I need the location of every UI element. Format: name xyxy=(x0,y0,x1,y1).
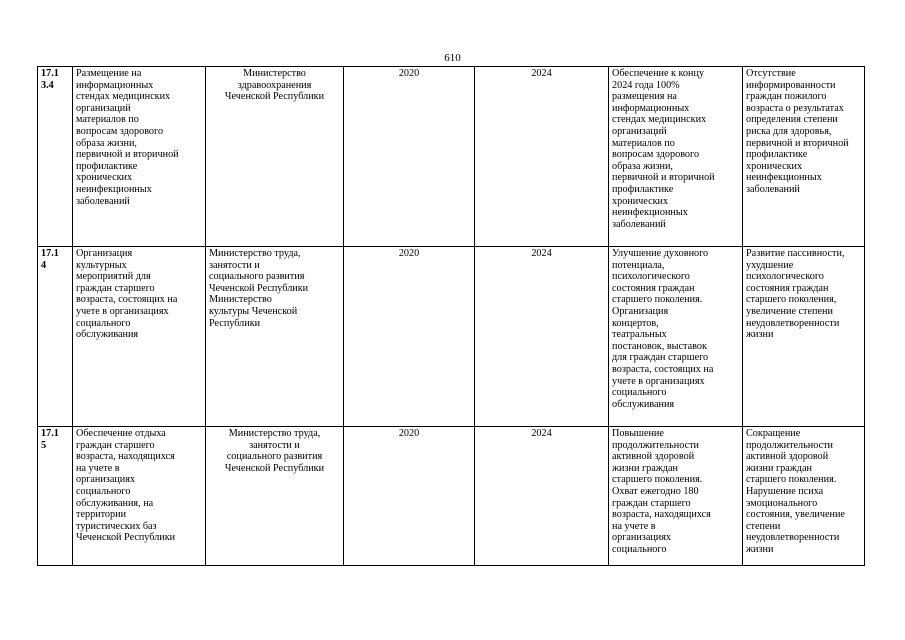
result-cell: Улучшение духовного потенциала, психологического состояния граждан старшего поколения. Организация концертов, театральных постановок, выставок для граждан старшего возраста, состоящих на учете в организациях социального обслуживания xyxy=(609,247,743,427)
consequence-cell: Отсутствие информированности граждан пожилого возраста о результатах определения степени риска для здоровья, первичной и вторичной профилактике хронических неинфекционных заболеваний xyxy=(743,67,865,247)
start-year-cell: 2020 xyxy=(344,427,475,566)
row-number: 17.1 4 xyxy=(38,247,73,427)
row-number: 17.1 3.4 xyxy=(38,67,73,247)
row-number: 17.1 5 xyxy=(38,427,73,566)
table-row xyxy=(38,247,865,427)
measures-table xyxy=(37,66,865,566)
table-row xyxy=(38,427,865,566)
activity-cell: Организация культурных мероприятий для граждан старшего возраста, состоящих на учете в организациях социального обслуживания xyxy=(73,247,206,427)
result-cell: Обеспечение к концу 2024 года 100% размещения на информационных стендах медицинских организаций материалов по вопросам здорового образа жизни, первичной и вторичной профилактике хронических неинфекционных заболеваний xyxy=(609,67,743,247)
executor-cell: Министерство труда, занятости и социального развития Чеченской Республики xyxy=(206,427,344,566)
activity-cell: Обеспечение отдыха граждан старшего возраста, находящихся на учете в организациях социального обслуживания, на территории туристических баз Чеченской Республики xyxy=(73,427,206,566)
consequence-cell: Сокращение продолжительности активной здоровой жизни граждан старшего поколения. Нарушение психа эмоционального состояния, увеличение степени неудовлетворенности жизни xyxy=(743,427,865,566)
consequence-cell: Развитие пассивности, ухудшение психологического состояния граждан старшего поколения, увеличение степени неудовлетворенности жизни xyxy=(743,247,865,427)
result-cell: Повышение продолжительности активной здоровой жизни граждан старшего поколения. Охват ежегодно 180 граждан старшего возраста, находящихся на учете в организациях социального xyxy=(609,427,743,566)
start-year-cell: 2020 xyxy=(344,67,475,247)
executor-cell: Министерство здравоохранения Чеченской Республики xyxy=(206,67,344,247)
executor-cell: Министерство труда, занятости и социального развития Чеченской Республики Министерство культуры Чеченской Республики xyxy=(206,247,344,427)
page-number: 610 xyxy=(444,52,461,64)
end-year-cell: 2024 xyxy=(475,247,609,427)
end-year-cell: 2024 xyxy=(475,427,609,566)
activity-cell: Размещение на информационных стендах медицинских организаций материалов по вопросам здорового образа жизни, первичной и вторичной профилактике хронических неинфекционных заболеваний xyxy=(73,67,206,247)
table-row xyxy=(38,67,865,247)
end-year-cell: 2024 xyxy=(475,67,609,247)
start-year-cell: 2020 xyxy=(344,247,475,427)
